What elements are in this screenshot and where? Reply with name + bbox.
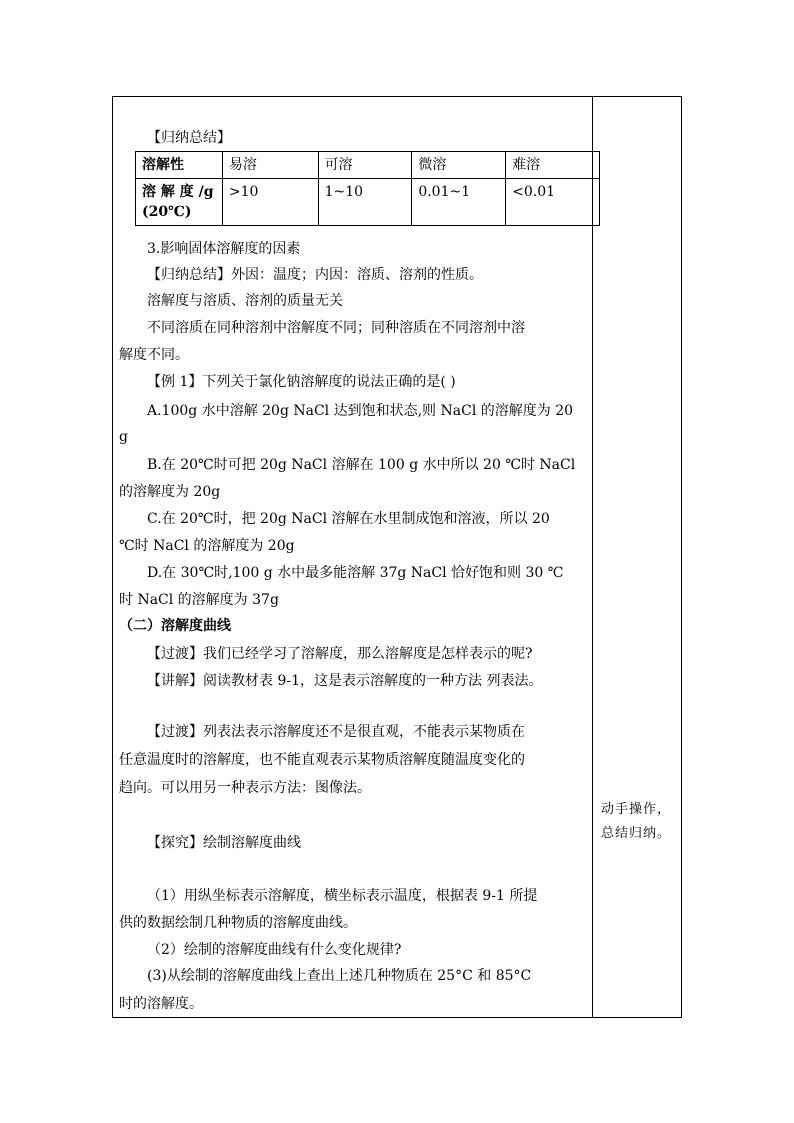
table-category: 可溶 — [318, 152, 412, 179]
transition-text: 任意温度时的溶解度，也不能直观表示某物质溶解度随温度变化的 — [119, 752, 525, 768]
solubility-table — [135, 151, 600, 226]
section3-note: 不同溶质在同种溶剂中溶解度不同；同种溶质在不同溶剂中溶 — [147, 320, 525, 336]
option-a: g — [119, 429, 128, 445]
option-c: C.在 20℃时，把 20g NaCl 溶解在水里制成饱和溶液，所以 20 — [147, 511, 550, 527]
example-question: 【例 1】下列关于氯化钠溶解度的说法正确的是( ) — [147, 374, 456, 390]
explore-step: (3)从绘制的溶解度曲线上查出上述几种物质在 25°C 和 85°C — [147, 968, 532, 984]
table-cell: 1~10 — [318, 179, 412, 226]
explore-step: 供的数据绘制几种物质的溶解度曲线。 — [119, 915, 357, 931]
option-d: 时 NaCl 的溶解度为 37g — [119, 592, 279, 608]
option-c: ℃时 NaCl 的溶解度为 20g — [119, 538, 295, 554]
transition-text: 趋向。可以用另一种表示方法：图像法。 — [119, 780, 371, 796]
option-a: A.100g 水中溶解 20g NaCl 达到饱和状态,则 NaCl 的溶解度为 20 — [147, 403, 574, 419]
explore-step: 时的溶解度。 — [119, 996, 203, 1012]
table-category: 易溶 — [222, 152, 318, 179]
table-cell: >10 — [222, 179, 318, 226]
explore-step: （1）用纵坐标表示溶解度，横坐标表示温度，根据表 9-1 所提 — [147, 888, 538, 904]
table-cell: <0.01 — [506, 179, 600, 226]
table-category: 难溶 — [506, 152, 600, 179]
section3-title: 3.影响固体溶解度的因素 — [147, 241, 301, 257]
section3-summary: 【归纳总结】外因：温度；内因：溶质、溶剂的性质。 — [147, 267, 483, 283]
table-row — [136, 179, 600, 226]
section-curve-title: （二）溶解度曲线 — [119, 618, 231, 634]
summary-heading: 【归纳总结】 — [147, 130, 231, 146]
table-category: 微溶 — [412, 152, 506, 179]
table-row-label — [136, 179, 223, 226]
explore-heading: 【探究】绘制溶解度曲线 — [147, 835, 301, 851]
row-label-line: (20℃) — [142, 204, 192, 220]
column-divider — [592, 96, 593, 1018]
transition-text: 【过渡】列表法表示溶解度还不是很直观，不能表示某物质在 — [147, 724, 525, 740]
section3-note: 溶解度与溶质、溶剂的质量无关 — [147, 293, 343, 309]
section3-note: 解度不同。 — [119, 347, 189, 363]
option-b: 的溶解度为 20g — [119, 484, 221, 500]
table-header-row — [136, 152, 600, 179]
table-cell: 0.01~1 — [412, 179, 506, 226]
option-d: D.在 30℃时,100 g 水中最多能溶解 37g NaCl 恰好饱和则 30 ℃ — [147, 565, 564, 581]
transition-text: 【过渡】我们已经学习了溶解度，那么溶解度是怎样表示的呢? — [147, 646, 533, 662]
table-header-label: 溶解性 — [136, 152, 223, 179]
side-note: 动手操作， — [601, 802, 672, 817]
option-b: B.在 20℃时可把 20g NaCl 溶解在 100 g 水中所以 20 ℃时 NaCl — [147, 457, 576, 473]
lecture-text: 【讲解】阅读教材表 9-1，这是表示溶解度的一种方法 列表法。 — [147, 673, 543, 689]
side-note: 总结归纳。 — [601, 826, 672, 841]
row-label-line: 溶 解 度 /g — [142, 184, 214, 200]
explore-step: （2）绘制的溶解度曲线有什么变化规律? — [147, 942, 402, 958]
lesson-frame — [112, 96, 682, 1018]
